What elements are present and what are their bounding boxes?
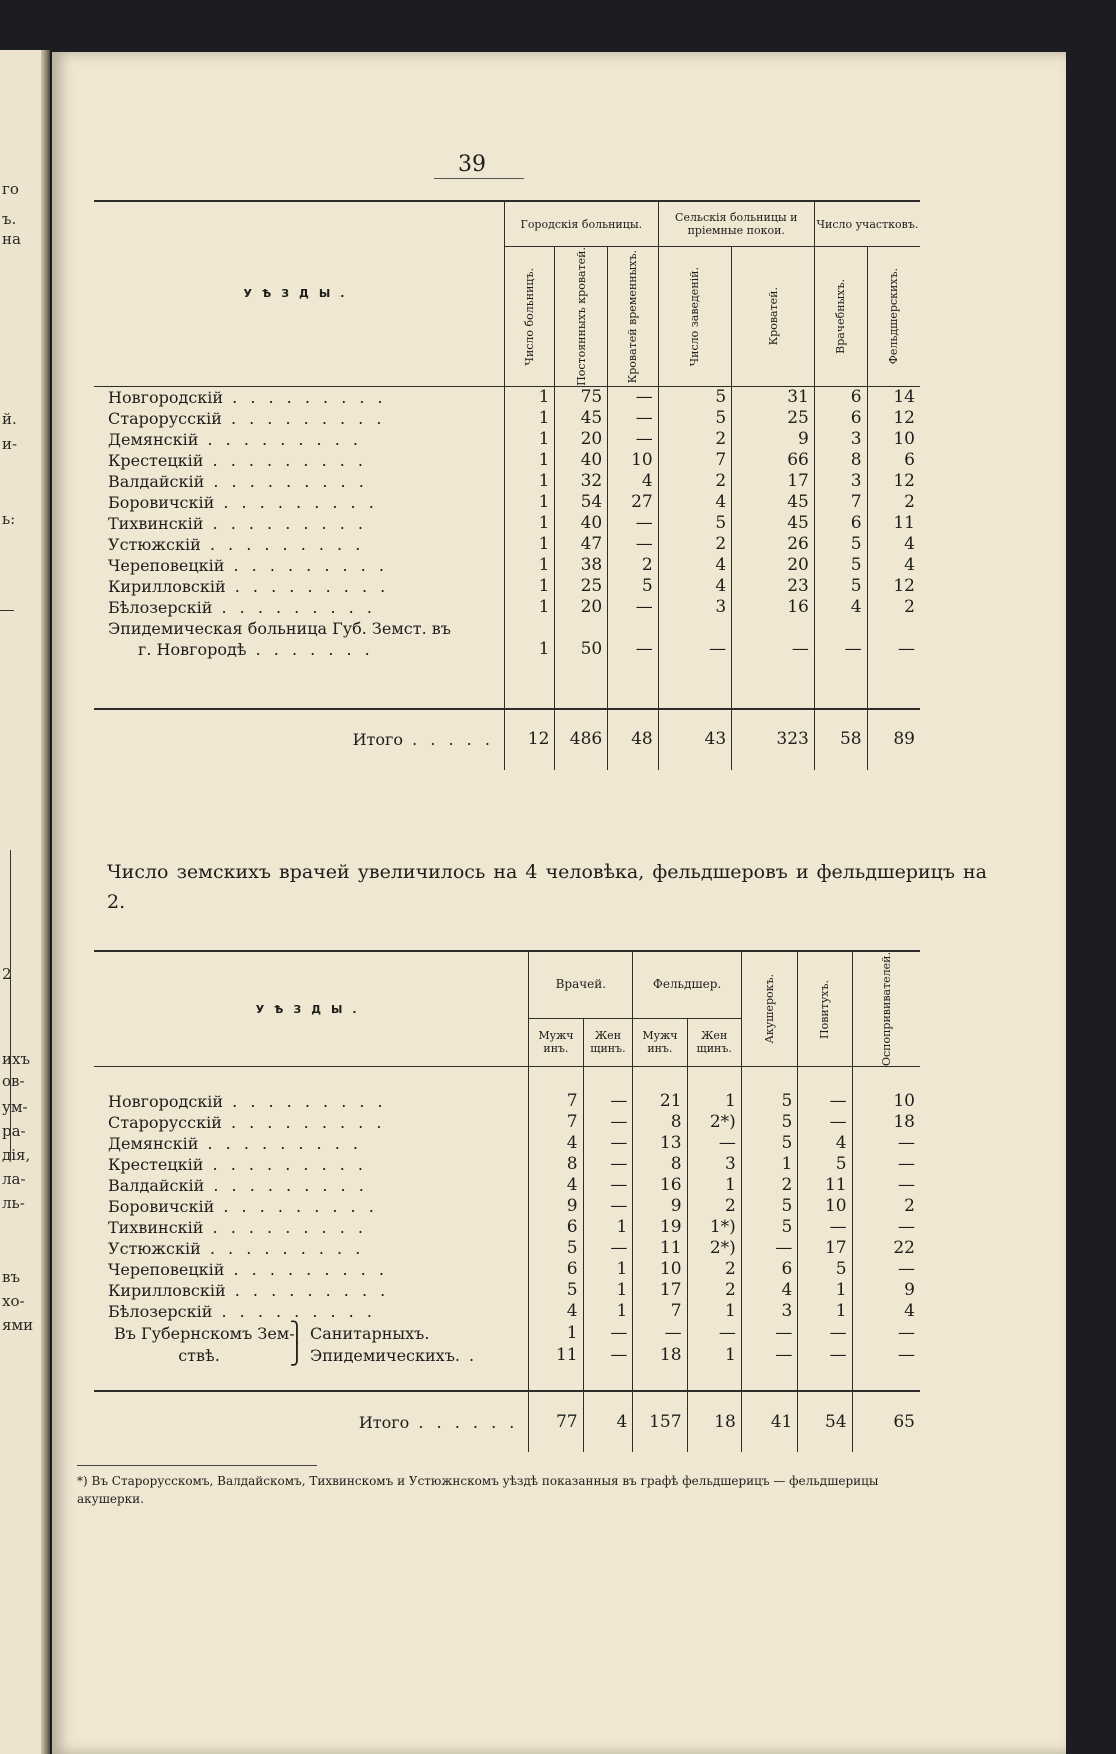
table2-cell: 11 bbox=[633, 1238, 687, 1259]
table1-cell: 5 bbox=[658, 386, 731, 408]
table-row: Боровичскій . . . . . . . . . 1 54 27 4 45 7 2 bbox=[94, 492, 920, 513]
table2-cell: — bbox=[583, 1091, 633, 1112]
table1-row-name: Новгородскій bbox=[108, 387, 224, 407]
table1-row-name: Валдайскій bbox=[108, 471, 205, 491]
table1-cell: 16 bbox=[732, 597, 815, 618]
table1-col-n-hosp: Число больницъ. bbox=[523, 267, 537, 366]
table1-cell: 1 bbox=[504, 408, 555, 429]
table1-total-cell: 48 bbox=[608, 709, 659, 770]
table-row: Старорусскій . . . . . . . . . 1 45 — 5 25 6 12 bbox=[94, 408, 920, 429]
table2-cell: — bbox=[687, 1133, 741, 1154]
table1-cell: — bbox=[608, 597, 659, 618]
table1-cell: 9 bbox=[732, 429, 815, 450]
table1-cell: 2 bbox=[658, 471, 731, 492]
table2-uezdy-header: УѢЗДЫ. bbox=[94, 951, 529, 1067]
left-page-fragment: и- bbox=[2, 435, 18, 453]
table2-cell: 22 bbox=[852, 1238, 920, 1259]
table2-gub-epid: Эпидемическихъ. bbox=[310, 1346, 460, 1366]
table1-epid-cell: — bbox=[658, 639, 731, 660]
table2-cell: 17 bbox=[798, 1238, 852, 1259]
table2-cell: — bbox=[798, 1112, 852, 1133]
table2-cell: 13 bbox=[633, 1133, 687, 1154]
table1-cell: 4 bbox=[658, 492, 731, 513]
table-row: Боровичскій . . . . . . . . . 9 — 9 2 5 10 2 bbox=[94, 1196, 920, 1217]
table2-col-ospo: Оспопрививателей. bbox=[879, 952, 893, 1067]
table2-cell: — bbox=[798, 1217, 852, 1238]
table2-cell: — bbox=[583, 1112, 633, 1133]
left-page-fragment: ра- bbox=[2, 1122, 26, 1140]
left-page-fragment: ум- bbox=[2, 1098, 28, 1116]
table-row: Кирилловскій . . . . . . . . . 1 25 5 4 23 5 12 bbox=[94, 576, 920, 597]
table1-cell: — bbox=[608, 386, 659, 408]
table2-cell: 1 bbox=[583, 1259, 633, 1280]
table2-cell: — bbox=[583, 1133, 633, 1154]
left-page-edge bbox=[0, 50, 50, 1754]
table-row: Бѣлозерскій . . . . . . . . . 1 20 — 3 16 4 2 bbox=[94, 597, 920, 618]
table1-cell: — bbox=[608, 429, 659, 450]
table1-total-cell: 43 bbox=[658, 709, 731, 770]
table2-cell: 10 bbox=[633, 1259, 687, 1280]
table2-gub-prefix1: Въ Губернскомъ Зем- bbox=[114, 1324, 295, 1344]
table2-cell: — bbox=[852, 1175, 920, 1196]
table1-cell: 6 bbox=[814, 408, 867, 429]
left-page-fragment: ихъ bbox=[2, 1050, 31, 1068]
table1-cell: 45 bbox=[732, 513, 815, 534]
table2-cell: 8 bbox=[529, 1154, 583, 1175]
table1-total-cell: 12 bbox=[504, 709, 555, 770]
table2-cell: 5 bbox=[741, 1112, 798, 1133]
table1-cell: 31 bbox=[732, 386, 815, 408]
table1-cell: 66 bbox=[732, 450, 815, 471]
table1-cell: 4 bbox=[658, 576, 731, 597]
table1-cell: 2 bbox=[867, 597, 920, 618]
table2-cell: 9 bbox=[529, 1196, 583, 1217]
table1-cell: 20 bbox=[732, 555, 815, 576]
table2-cell: 5 bbox=[741, 1217, 798, 1238]
table2-cell: 8 bbox=[633, 1154, 687, 1175]
table2-cell: 4 bbox=[529, 1133, 583, 1154]
table1-cell: 7 bbox=[658, 450, 731, 471]
table1-cell: 5 bbox=[608, 576, 659, 597]
table1-col-feldsher: Фельдшерскихъ. bbox=[887, 268, 901, 365]
table2-gub-epid-cell: — bbox=[583, 1344, 633, 1366]
table2-cell: 6 bbox=[529, 1259, 583, 1280]
table2-gub-sanit-cell: — bbox=[798, 1322, 852, 1344]
left-page-fragment: въ bbox=[2, 1268, 20, 1286]
table-row: Крестецкій . . . . . . . . . 8 — 8 3 1 5 — bbox=[94, 1154, 920, 1175]
table1-row-name: Демянскій bbox=[108, 429, 199, 449]
table1-total-row: Итого . . . . . 12 486 48 43 323 58 89 bbox=[94, 709, 920, 770]
table2-cell: 9 bbox=[852, 1280, 920, 1301]
left-page-fragment: ъ. bbox=[2, 210, 17, 228]
table1-epid-line2: г. Новгородѣ bbox=[138, 639, 247, 659]
table1-cell: 10 bbox=[867, 429, 920, 450]
table2-cell: 18 bbox=[852, 1112, 920, 1133]
table2-total-cell: 41 bbox=[741, 1391, 798, 1452]
table1-group-city: Городскія больницы. bbox=[504, 201, 658, 247]
left-page-vrule bbox=[10, 850, 11, 1160]
table2-cell: 4 bbox=[852, 1301, 920, 1322]
page-number: 39 bbox=[458, 152, 486, 177]
table2-gub-sanit-cell: — bbox=[852, 1322, 920, 1344]
table2-gub-prefix2: ствѣ. bbox=[178, 1346, 220, 1366]
table-row: Кирилловскій . . . . . . . . . 5 1 17 2 4 1 9 bbox=[94, 1280, 920, 1301]
table-row: Устюжскій . . . . . . . . . 1 47 — 2 26 5 4 bbox=[94, 534, 920, 555]
table1-row-name: Тихвинскій bbox=[108, 513, 204, 533]
table2-gub-sanit-cell: — bbox=[741, 1322, 798, 1344]
table1-cell: 20 bbox=[555, 597, 608, 618]
table-row: Новгородскій . . . . . . . . . 7 — 21 1 5 — 10 bbox=[94, 1091, 920, 1112]
table1-cell: 20 bbox=[555, 429, 608, 450]
table-row: Устюжскій . . . . . . . . . 5 — 11 2*) — 17 22 bbox=[94, 1238, 920, 1259]
table1-cell: 11 bbox=[867, 513, 920, 534]
table1-cell: 10 bbox=[608, 450, 659, 471]
table1-cell: 5 bbox=[814, 534, 867, 555]
table1-uezdy-header: УѢЗДЫ. bbox=[94, 201, 504, 386]
table2-cell: 5 bbox=[741, 1196, 798, 1217]
table2-gub-epid-cell: — bbox=[741, 1344, 798, 1366]
table2-total-cell: 4 bbox=[583, 1391, 633, 1452]
table2-col-akush: Акушерокъ. bbox=[763, 974, 777, 1044]
table2-cell: 2 bbox=[687, 1196, 741, 1217]
table2-cell: 11 bbox=[798, 1175, 852, 1196]
table1-cell: 38 bbox=[555, 555, 608, 576]
left-page-fragment: хо- bbox=[2, 1292, 25, 1310]
table1-cell: 4 bbox=[867, 555, 920, 576]
table2-cell: 5 bbox=[529, 1238, 583, 1259]
table2-total-cell: 54 bbox=[798, 1391, 852, 1452]
table2-cell: — bbox=[583, 1238, 633, 1259]
table2-cell: 17 bbox=[633, 1280, 687, 1301]
left-page-rule bbox=[0, 610, 14, 611]
table1-cell: 1 bbox=[504, 513, 555, 534]
book-gutter bbox=[41, 50, 50, 1754]
table1-cell: — bbox=[608, 408, 659, 429]
table2-row-name: Новгородскій bbox=[108, 1092, 224, 1112]
table2-cell: 2 bbox=[852, 1196, 920, 1217]
table2-cell: — bbox=[741, 1238, 798, 1259]
table2-cell: 1 bbox=[583, 1280, 633, 1301]
table1-cell: 4 bbox=[658, 555, 731, 576]
table1-total-cell: 89 bbox=[867, 709, 920, 770]
table2-gub-sanit-cell: — bbox=[583, 1322, 633, 1344]
table-row: Тихвинскій . . . . . . . . . 6 1 19 1*) 5 — — bbox=[94, 1217, 920, 1238]
table2-row-name: Крестецкій bbox=[108, 1155, 204, 1175]
left-page-fragment: ов- bbox=[2, 1072, 25, 1090]
table2-cell: 6 bbox=[529, 1217, 583, 1238]
table2-cell: — bbox=[798, 1091, 852, 1112]
footnote: *) Въ Старорусскомъ, Валдайскомъ, Тихвинскомъ и Устюжнскомъ уѣздѣ показанныя въ графѣ фельдшерицъ — фельдшерицы акушерки. bbox=[77, 1474, 879, 1506]
table2-cell: 1*) bbox=[687, 1217, 741, 1238]
table1-col-doctors: Врачебныхъ. bbox=[834, 278, 848, 354]
staff-table bbox=[94, 950, 920, 1452]
table1-epid-line1: Эпидемическая больница Губ. Земст. въ bbox=[108, 618, 451, 638]
table1-cell: 1 bbox=[504, 576, 555, 597]
table-row: Демянскій . . . . . . . . . 1 20 — 2 9 3 10 bbox=[94, 429, 920, 450]
table1-total-cell: 58 bbox=[814, 709, 867, 770]
table1-cell: 17 bbox=[732, 471, 815, 492]
table2-col-fel-women: Женщинъ. bbox=[696, 1029, 732, 1056]
page bbox=[52, 52, 1066, 1754]
table1-cell: 5 bbox=[814, 576, 867, 597]
table2-cell: 5 bbox=[798, 1259, 852, 1280]
table1-cell: 12 bbox=[867, 576, 920, 597]
table2-group-feldsher: Фельдшер. bbox=[633, 951, 742, 1018]
table1-cell: 12 bbox=[867, 408, 920, 429]
table1-epid-cell: 1 bbox=[504, 639, 555, 660]
table2-total-row: Итого . . . . . . 77 4 157 18 41 54 65 bbox=[94, 1391, 920, 1452]
left-page-fragment: ль- bbox=[2, 1194, 25, 1212]
table2-cell: 1 bbox=[687, 1175, 741, 1196]
table2-cell: 1 bbox=[687, 1091, 741, 1112]
table1-cell: 7 bbox=[814, 492, 867, 513]
table1-epid-cell: — bbox=[608, 639, 659, 660]
table2-cell: 16 bbox=[633, 1175, 687, 1196]
left-page-fragment: ла- bbox=[2, 1170, 26, 1188]
table2-row-name: Тихвинскій bbox=[108, 1218, 204, 1238]
table1-cell: 25 bbox=[732, 408, 815, 429]
table1-row-name: Кирилловскій bbox=[108, 576, 226, 596]
table1-group-rural: Сельскія больницы и пріемные покои. bbox=[658, 201, 814, 247]
table2-col-doc-men: Мужчинъ. bbox=[538, 1029, 574, 1056]
table2-cell: — bbox=[583, 1175, 633, 1196]
table2-total-label: Итого bbox=[358, 1412, 410, 1432]
table1-total-label: Итого bbox=[352, 730, 404, 750]
table1-cell: 75 bbox=[555, 386, 608, 408]
table1-cell: 1 bbox=[504, 471, 555, 492]
table2-gub-epid-cell: 1 bbox=[687, 1344, 741, 1366]
table1-row-name: Бѣлозерскій bbox=[108, 597, 213, 617]
table1-cell: 1 bbox=[504, 450, 555, 471]
table-row: Старорусскій . . . . . . . . . 7 — 8 2*) 5 — 18 bbox=[94, 1112, 920, 1133]
table2-col-doc-women: Женщинъ. bbox=[590, 1029, 626, 1056]
table1-total-cell: 323 bbox=[732, 709, 815, 770]
table2-gub-epid-cell: 11 bbox=[529, 1344, 583, 1366]
table1-cell: 3 bbox=[814, 429, 867, 450]
hospitals-table bbox=[94, 200, 920, 770]
table1-col-temp-beds: Кроватей временныхъ. bbox=[626, 249, 640, 384]
table2-cell: 5 bbox=[798, 1154, 852, 1175]
table2-row-name: Кирилловскій bbox=[108, 1281, 226, 1301]
table2-cell: 21 bbox=[633, 1091, 687, 1112]
table2-cell: 7 bbox=[529, 1091, 583, 1112]
table1-cell: 6 bbox=[814, 386, 867, 408]
table1-cell: 1 bbox=[504, 386, 555, 408]
table1-col-perm-beds: Постоянныхъ кроватей. bbox=[574, 247, 588, 386]
table1-epid-cell: 50 bbox=[555, 639, 608, 660]
table2-total-cell: 157 bbox=[633, 1391, 687, 1452]
table1-cell: 5 bbox=[658, 513, 731, 534]
table2-total-cell: 18 bbox=[687, 1391, 741, 1452]
left-page-fragment: ь: bbox=[2, 510, 16, 528]
footnote-rule bbox=[77, 1465, 317, 1466]
table1-cell: 3 bbox=[814, 471, 867, 492]
table1-cell: 25 bbox=[555, 576, 608, 597]
table1-epid-cell: — bbox=[814, 639, 867, 660]
table2-cell: — bbox=[583, 1154, 633, 1175]
table1-row-name: Крестецкій bbox=[108, 450, 204, 470]
table1-cell: 6 bbox=[867, 450, 920, 471]
table1-epid-cell: — bbox=[867, 639, 920, 660]
table2-gub-epid-row: ствѣ. ⎭ Эпидемическихъ. . 11 — 18 1 — — — bbox=[94, 1344, 920, 1366]
table2-cell: 10 bbox=[852, 1091, 920, 1112]
table-row: Демянскій . . . . . . . . . 4 — 13 — 5 4 — bbox=[94, 1133, 920, 1154]
left-page-fragment: ями bbox=[2, 1316, 34, 1334]
table2-cell: 5 bbox=[741, 1133, 798, 1154]
table1-row-name: Череповецкій bbox=[108, 555, 225, 575]
table2-gub-sanit-cell: — bbox=[687, 1322, 741, 1344]
table2-cell: — bbox=[852, 1217, 920, 1238]
table2-cell: 3 bbox=[741, 1301, 798, 1322]
left-page-fragment: го bbox=[2, 180, 19, 198]
page-number-rule bbox=[434, 178, 524, 179]
table2-cell: — bbox=[852, 1259, 920, 1280]
table1-row-name: Старорусскій bbox=[108, 408, 222, 428]
table2-cell: 1 bbox=[741, 1154, 798, 1175]
table-row: Валдайскій . . . . . . . . . 4 — 16 1 2 11 — bbox=[94, 1175, 920, 1196]
table1-cell: 45 bbox=[732, 492, 815, 513]
table2-row-name: Старорусскій bbox=[108, 1113, 222, 1133]
table1-cell: 14 bbox=[867, 386, 920, 408]
table-row: Бѣлозерскій . . . . . . . . . 4 1 7 1 3 1 4 bbox=[94, 1301, 920, 1322]
left-page-fragment: дія, bbox=[2, 1146, 31, 1164]
table2-gub-sanit-cell: 1 bbox=[529, 1322, 583, 1344]
table2-gub-epid-cell: — bbox=[852, 1344, 920, 1366]
table2-cell: 2 bbox=[687, 1259, 741, 1280]
table2-group-doctors: Врачей. bbox=[529, 951, 633, 1018]
left-page-fragment: 2 bbox=[2, 965, 12, 983]
table1-cell: 2 bbox=[658, 429, 731, 450]
table1-cell: 4 bbox=[608, 471, 659, 492]
table2-cell: 5 bbox=[529, 1280, 583, 1301]
table-row: Новгородскій . . . . . . . . . 1 75 — 5 31 6 14 bbox=[94, 386, 920, 408]
table1-cell: 4 bbox=[867, 534, 920, 555]
table2-cell: 19 bbox=[633, 1217, 687, 1238]
table1-cell: 2 bbox=[867, 492, 920, 513]
table2-gub-epid-cell: — bbox=[798, 1344, 852, 1366]
table1-cell: 1 bbox=[504, 492, 555, 513]
table1-cell: 5 bbox=[814, 555, 867, 576]
table2-cell: 3 bbox=[687, 1154, 741, 1175]
table2-cell: 7 bbox=[529, 1112, 583, 1133]
table1-cell: 1 bbox=[504, 534, 555, 555]
table1-row-name: Устюжскій bbox=[108, 534, 201, 554]
table2-gub-sanit-row: Въ Губернскомъ Зем-⎫ Санитарныхъ. 1 — — — — — — bbox=[94, 1322, 920, 1344]
table2-cell: 2*) bbox=[687, 1238, 741, 1259]
table2-cell: — bbox=[852, 1154, 920, 1175]
table2-cell: — bbox=[583, 1196, 633, 1217]
table2-cell: 4 bbox=[741, 1280, 798, 1301]
table1-cell: 32 bbox=[555, 471, 608, 492]
table1-cell: 40 bbox=[555, 513, 608, 534]
table1-col-beds: Кроватей. bbox=[766, 287, 780, 346]
table2-cell: 2 bbox=[741, 1175, 798, 1196]
table1-epid-cell: — bbox=[732, 639, 815, 660]
paragraph-text: Число земскихъ врачей увеличилось на 4 человѣка, фельдшеровъ и фельдшерицъ на 2. bbox=[107, 861, 987, 913]
table2-cell: 1 bbox=[583, 1217, 633, 1238]
table2-row-name: Демянскій bbox=[108, 1134, 199, 1154]
table1-cell: 12 bbox=[867, 471, 920, 492]
table1-cell: 8 bbox=[814, 450, 867, 471]
table1-cell: 26 bbox=[732, 534, 815, 555]
table2-cell: 1 bbox=[798, 1301, 852, 1322]
table1-cell: 1 bbox=[504, 555, 555, 576]
table2-cell: 4 bbox=[798, 1133, 852, 1154]
table1-cell: — bbox=[608, 513, 659, 534]
table2-row-name: Череповецкій bbox=[108, 1260, 225, 1280]
table-row: Череповецкій . . . . . . . . . 1 38 2 4 20 5 4 bbox=[94, 555, 920, 576]
table2-cell: 10 bbox=[798, 1196, 852, 1217]
table2-cell: 1 bbox=[583, 1301, 633, 1322]
table-row: Крестецкій . . . . . . . . . 1 40 10 7 66 8 6 bbox=[94, 450, 920, 471]
table2-row-name: Валдайскій bbox=[108, 1176, 205, 1196]
table1-cell: 27 bbox=[608, 492, 659, 513]
table2-cell: 6 bbox=[741, 1259, 798, 1280]
table1-cell: 23 bbox=[732, 576, 815, 597]
table1-cell: 3 bbox=[658, 597, 731, 618]
left-page-fragment: й. bbox=[2, 410, 17, 428]
table2-gub-sanit-cell: — bbox=[633, 1322, 687, 1344]
table1-cell: 2 bbox=[608, 555, 659, 576]
table1-cell: 4 bbox=[814, 597, 867, 618]
table1-total-cell: 486 bbox=[555, 709, 608, 770]
table1-cell: — bbox=[608, 534, 659, 555]
table2-cell: 2 bbox=[687, 1280, 741, 1301]
table2-cell: 1 bbox=[798, 1280, 852, 1301]
table-row: Тихвинскій . . . . . . . . . 1 40 — 5 45 6 11 bbox=[94, 513, 920, 534]
table2-total-cell: 65 bbox=[852, 1391, 920, 1452]
table1-cell: 45 bbox=[555, 408, 608, 429]
table1-cell: 5 bbox=[658, 408, 731, 429]
table2-total-cell: 77 bbox=[529, 1391, 583, 1452]
table1-cell: 47 bbox=[555, 534, 608, 555]
table2-gub-epid-cell: 18 bbox=[633, 1344, 687, 1366]
table1-cell: 1 bbox=[504, 597, 555, 618]
table2-cell: 5 bbox=[741, 1091, 798, 1112]
table2-cell: 8 bbox=[633, 1112, 687, 1133]
table1-cell: 6 bbox=[814, 513, 867, 534]
table1-group-uchastki: Число участковъ. bbox=[814, 201, 920, 247]
table1-cell: 54 bbox=[555, 492, 608, 513]
table-row: Череповецкій . . . . . . . . . 6 1 10 2 6 5 — bbox=[94, 1259, 920, 1280]
table2-cell: 7 bbox=[633, 1301, 687, 1322]
table2-cell: 4 bbox=[529, 1301, 583, 1322]
table2-cell: 9 bbox=[633, 1196, 687, 1217]
table-row: Валдайскій . . . . . . . . . 1 32 4 2 17 3 12 bbox=[94, 471, 920, 492]
table2-cell: 2*) bbox=[687, 1112, 741, 1133]
table1-epid-row: г. Новгородѣ . . . . . . . 1 50 — — — — — bbox=[94, 639, 920, 660]
table1-row-name: Боровичскій bbox=[108, 492, 215, 512]
table2-col-fel-men: Мужчинъ. bbox=[642, 1029, 678, 1056]
table2-cell: 1 bbox=[687, 1301, 741, 1322]
table2-row-name: Устюжскій bbox=[108, 1239, 201, 1259]
table2-row-name: Боровичскій bbox=[108, 1197, 215, 1217]
table1-cell: 2 bbox=[658, 534, 731, 555]
table2-cell: 4 bbox=[529, 1175, 583, 1196]
table1-col-n-inst: Число заведеній. bbox=[688, 266, 702, 367]
left-page-fragment: на bbox=[2, 230, 21, 248]
table1-cell: 1 bbox=[504, 429, 555, 450]
table2-col-povit: Повитухъ. bbox=[818, 979, 832, 1039]
table2-gub-sanit: Санитарныхъ. bbox=[310, 1324, 430, 1344]
table2-cell: — bbox=[852, 1133, 920, 1154]
table2-row-name: Бѣлозерскій bbox=[108, 1302, 213, 1322]
table1-cell: 40 bbox=[555, 450, 608, 471]
